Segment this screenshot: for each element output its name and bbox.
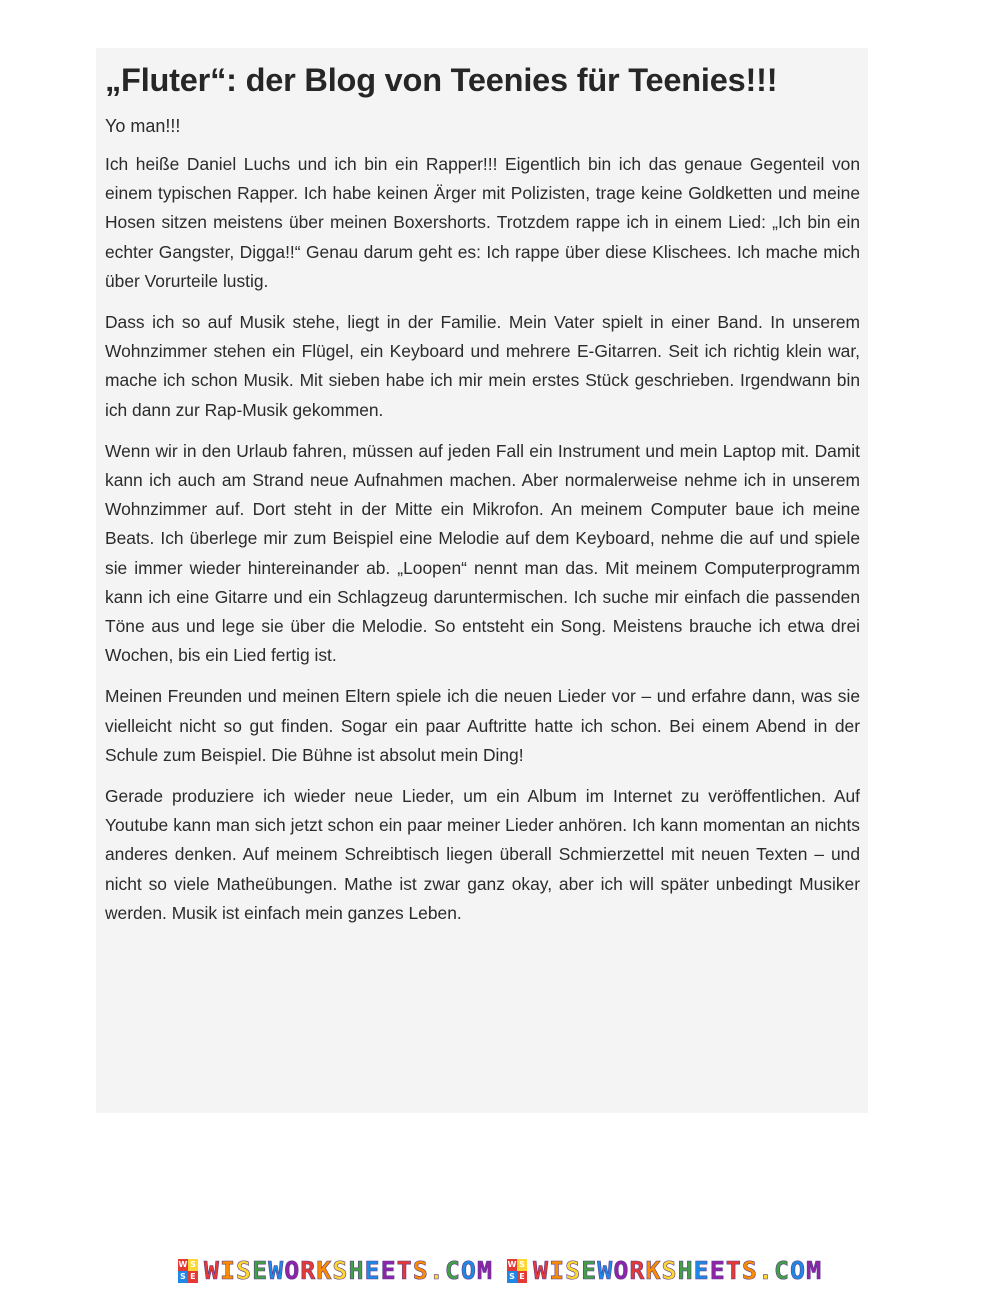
- brand-wordmark: WISEWORKSHEETS.COM: [203, 1256, 493, 1285]
- article-greeting: Yo man!!!: [105, 116, 181, 136]
- footer-watermark: [0, 1254, 1000, 1288]
- article-title: „Fluter“: der Blog von Teenies für Teenies!!!: [105, 62, 778, 98]
- article-paragraph-5: Gerade produziere ich wieder neue Lieder, um ein Album im Internet zu veröffentlichen. Auf Youtube kann man sich jetzt schon ein paar meiner Lieder anhören. Ich kann momentan an nichts anderes denken. Auf meinem Schreibtisch liegen überall Schmierzettel mit neuen Texten – und nicht so viele Matheübungen. Mathe ist zwar ganz okay, aber ich will später unbedingt Musiker werden. Musik ist einfach mein ganzes Leben.: [105, 786, 860, 923]
- wiseworksheets-logo-icon: W S S E: [507, 1259, 527, 1283]
- article-paragraph-2: Dass ich so auf Musik stehe, liegt in der Familie. Mein Vater spielt in einer Band. In unserem Wohnzimmer stehen ein Flügel, ein Keyboard und mehrere E-Gitarren. Seit ich richtig klein war, mache ich schon Musik. Mit sieben habe ich mir mein erstes Stück geschrieben. Irgendwann bin ich dann zur Rap-Musik gekommen.: [105, 312, 860, 420]
- article-paragraph-3: Wenn wir in den Urlaub fahren, müssen auf jeden Fall ein Instrument und mein Laptop mit. Damit kann ich auch am Strand neue Aufnahmen machen. Aber normalerweise nehme ich in unserem Wohnzimmer auf. Dort steht in der Mitte ein Mikrofon. An meinem Computer baue ich meine Beats. Ich überlege mir zum Beispiel eine Melodie auf dem Keyboard, nehme die auf und spiele sie immer wieder hintereinander ab. „Loopen“ nennt man das. Mit meinem Computerprogramm kann ich eine Gitarre und ein Schlagzeug daruntermischen. Ich suche mir einfach die passenden Töne aus und lege sie über die Melodie. So entsteht ein Song. Meistens brauche ich etwa drei Wochen, bis ein Lied fertig ist.: [105, 440, 860, 666]
- brand-block-2: [507, 1256, 822, 1286]
- article-paragraph-1: Ich heiße Daniel Luchs und ich bin ein Rapper!!! Eigentlich bin ich das genaue Gegenteil von einem typischen Rapper. Ich habe keinen Ärger mit Polizisten, trage keine Goldketten und meine Hosen sitzen meistens über meinen Boxershorts. Trotzdem rappe ich in einem Lied: „Ich bin ein echter Gangster, Digga!!“ Genau darum geht es: Ich rappe über diese Klischees. Ich mache mich über Vorurteile lustig.: [105, 154, 860, 291]
- brand-block-1: [178, 1256, 493, 1286]
- brand-wordmark: WISEWORKSHEETS.COM: [533, 1256, 823, 1285]
- article-scan: [96, 48, 868, 1113]
- wiseworksheets-logo-icon: W S S E: [178, 1259, 198, 1283]
- article-paragraph-4: Meinen Freunden und meinen Eltern spiele ich die neuen Lieder vor – und erfahre dann, was sie vielleicht nicht so gut finden. Sogar ein paar Auftritte hatte ich schon. Bei einem Abend in der Schule zum Beispiel. Die Bühne ist absolut mein Ding!: [105, 686, 860, 765]
